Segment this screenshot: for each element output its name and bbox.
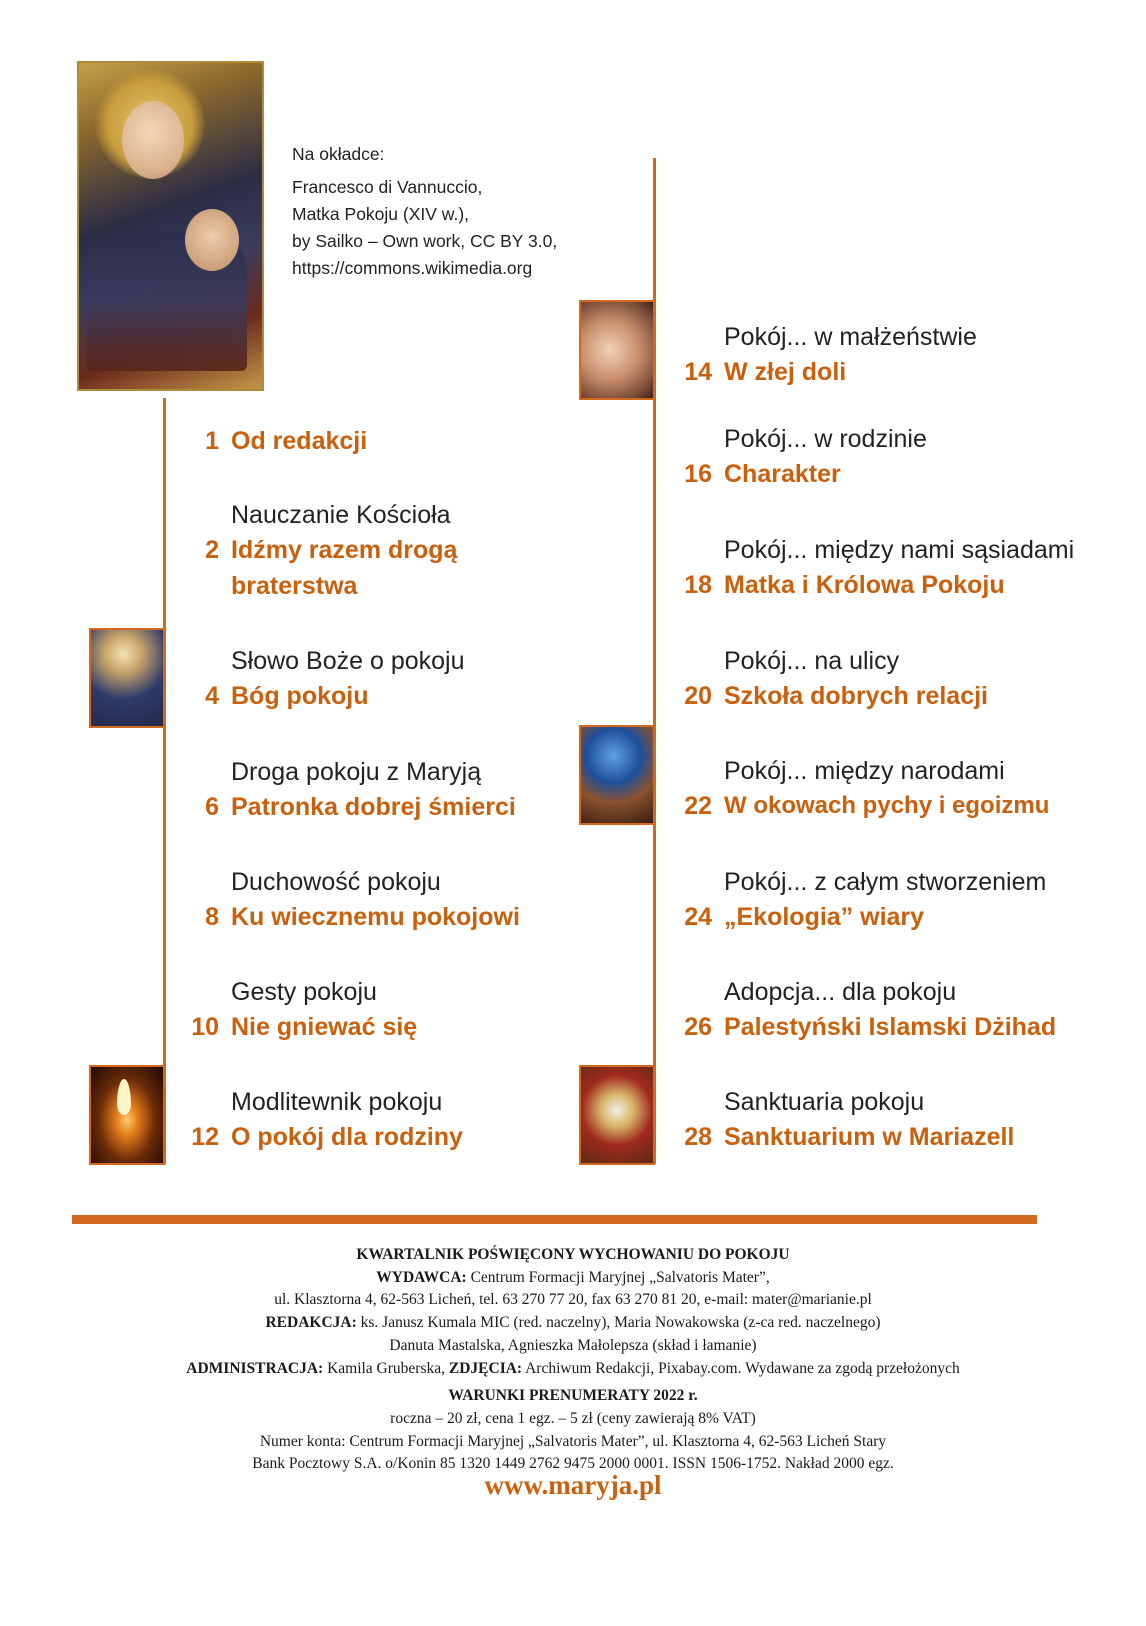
publisher-label: WYDAWCA: bbox=[376, 1268, 467, 1286]
cover-image bbox=[77, 61, 264, 391]
page-number: 20 bbox=[684, 682, 712, 710]
child-face bbox=[185, 209, 239, 271]
bank-info: Bank Pocztowy S.A. o/Konin 85 1320 1449 2762 9475 2000 0001. ISSN 1506-1752. Nakład 2000 egz. bbox=[252, 1455, 894, 1473]
website-link[interactable]: www.maryja.pl bbox=[484, 1470, 662, 1500]
toc-entry[interactable] bbox=[684, 644, 1124, 714]
footer-divider bbox=[72, 1215, 1037, 1224]
article-title: Patronka dobrej śmierci bbox=[231, 793, 516, 821]
page-number: 4 bbox=[205, 682, 219, 710]
toc-entry[interactable] bbox=[205, 865, 691, 935]
left-rule bbox=[163, 398, 166, 1164]
photos-label: ZDJĘCIA: bbox=[448, 1359, 523, 1377]
subscription-price: roczna – 20 zł, cena 1 egz. – 5 zł (ceny zawierają 8% VAT) bbox=[390, 1409, 756, 1427]
couple-thumbnail bbox=[579, 300, 655, 400]
toc-entry[interactable] bbox=[684, 1085, 1124, 1155]
imprint-heading: KWARTALNIK POŚWIĘCONY WYCHOWANIU DO POKOJU bbox=[356, 1246, 790, 1263]
article-title: Idźmy razem drogą bbox=[231, 536, 458, 564]
article-title: Szkoła dobrych relacji bbox=[724, 682, 988, 710]
page-number: 26 bbox=[684, 1013, 712, 1041]
section-name: Nauczanie Kościoła bbox=[231, 501, 451, 529]
candle-thumbnail bbox=[89, 1065, 165, 1165]
page-number: 12 bbox=[191, 1123, 219, 1151]
toc-entry[interactable] bbox=[191, 1085, 691, 1155]
toc-entry[interactable] bbox=[684, 754, 1124, 824]
page-number: 16 bbox=[684, 460, 712, 488]
page-number: 22 bbox=[684, 792, 712, 820]
article-title: W okowach pychy i egoizmu bbox=[724, 792, 1050, 819]
editors-label: REDAKCJA: bbox=[265, 1314, 357, 1332]
imprint bbox=[72, 1244, 1074, 1476]
jesus-thumbnail bbox=[89, 628, 165, 728]
photos: Archiwum Redakcji, Pixabay.com. Wydawane za zgodą przełożonych bbox=[522, 1359, 960, 1377]
publisher-address: ul. Klasztorna 4, 62-563 Licheń, tel. 63 270 77 20, fax 63 270 81 20, e-mail: mater@marianie.pl bbox=[274, 1291, 872, 1309]
article-title: Sanktuarium w Mariazell bbox=[724, 1123, 1015, 1151]
page-number: 18 bbox=[684, 571, 712, 599]
madonna-face bbox=[122, 101, 184, 179]
toc-entry[interactable] bbox=[684, 533, 1124, 603]
article-title: Ku wiecznemu pokojowi bbox=[231, 903, 520, 931]
section-name: Modlitewnik pokoju bbox=[231, 1088, 443, 1116]
page-number: 2 bbox=[205, 536, 219, 564]
admin: Kamila Gruberska, bbox=[323, 1359, 449, 1377]
toc-entry[interactable] bbox=[684, 320, 1124, 390]
page-number: 1 bbox=[205, 427, 219, 455]
toc-entry[interactable] bbox=[205, 498, 691, 604]
cover-caption-label: Na okładce: bbox=[292, 144, 385, 164]
toc-entry[interactable] bbox=[684, 422, 1124, 492]
section-name: Gesty pokoju bbox=[231, 978, 377, 1006]
article-title: Charakter bbox=[724, 460, 841, 488]
flame-icon bbox=[117, 1079, 131, 1115]
toc-entry[interactable] bbox=[684, 865, 1124, 935]
section-name: Droga pokoju z Maryją bbox=[231, 758, 482, 786]
article-title: „Ekologia” wiary bbox=[724, 903, 925, 931]
section-name: Słowo Boże o pokoju bbox=[231, 647, 465, 675]
cover-caption bbox=[292, 141, 557, 282]
toc-entry[interactable] bbox=[205, 755, 691, 825]
publisher: Centrum Formacji Maryjnej „Salvatoris Mater”, bbox=[466, 1268, 770, 1286]
section-name: Adopcja... dla pokoju bbox=[724, 978, 957, 1006]
page-number: 14 bbox=[684, 358, 712, 386]
article-title: Matka i Królowa Pokoju bbox=[724, 571, 1005, 599]
section-name: Pokój... między nami sąsiadami bbox=[724, 536, 1075, 564]
article-title: Bóg pokoju bbox=[231, 682, 369, 710]
article-title: W złej doli bbox=[724, 358, 847, 386]
account-info: Numer konta: Centrum Formacji Maryjnej „Salvatoris Mater”, ul. Klasztorna 4, 62-563 Licheń Stary bbox=[259, 1432, 887, 1450]
section-name: Sanktuaria pokoju bbox=[724, 1088, 925, 1116]
cover-caption-line: Matka Pokoju (XIV w.), bbox=[292, 204, 470, 224]
article-title-continued: braterstwa bbox=[231, 572, 358, 600]
toc-entry[interactable] bbox=[205, 423, 691, 459]
article-title: Od redakcji bbox=[231, 427, 368, 455]
toc-entry[interactable] bbox=[191, 975, 691, 1045]
section-name: Pokój... między narodami bbox=[724, 757, 1005, 785]
article-title: Nie gniewać się bbox=[231, 1013, 418, 1041]
page-number: 6 bbox=[205, 793, 219, 821]
subscription-heading: WARUNKI PRENUMERATY 2022 r. bbox=[448, 1387, 698, 1405]
editors: ks. Janusz Kumala MIC (red. naczelny), Maria Nowakowska (z-ca red. naczelnego) bbox=[356, 1314, 881, 1332]
article-title: O pokój dla rodziny bbox=[231, 1123, 463, 1151]
page-number: 8 bbox=[205, 903, 219, 931]
page-number: 10 bbox=[191, 1013, 219, 1041]
cover-caption-line: by Sailko – Own work, CC BY 3.0, bbox=[292, 231, 558, 251]
section-name: Pokój... w rodzinie bbox=[724, 425, 927, 453]
toc-entry[interactable] bbox=[205, 644, 691, 714]
admin-label: ADMINISTRACJA: bbox=[186, 1359, 324, 1377]
cover-caption-line: Francesco di Vannuccio, bbox=[292, 177, 483, 197]
section-name: Pokój... na ulicy bbox=[724, 647, 900, 675]
layout-credits: Danuta Mastalska, Agnieszka Małolepsza (skład i łamanie) bbox=[389, 1336, 757, 1354]
page-number: 28 bbox=[684, 1123, 712, 1151]
article-title: Palestyński Islamski Dżihad bbox=[724, 1013, 1057, 1041]
section-name: Pokój... w małżeństwie bbox=[724, 323, 977, 351]
cover-caption-line: https://commons.wikimedia.org bbox=[292, 258, 533, 278]
page-number: 24 bbox=[684, 903, 712, 931]
section-name: Pokój... z całym stworzeniem bbox=[724, 868, 1047, 896]
toc-entry[interactable] bbox=[684, 975, 1124, 1045]
section-name: Duchowość pokoju bbox=[231, 868, 441, 896]
